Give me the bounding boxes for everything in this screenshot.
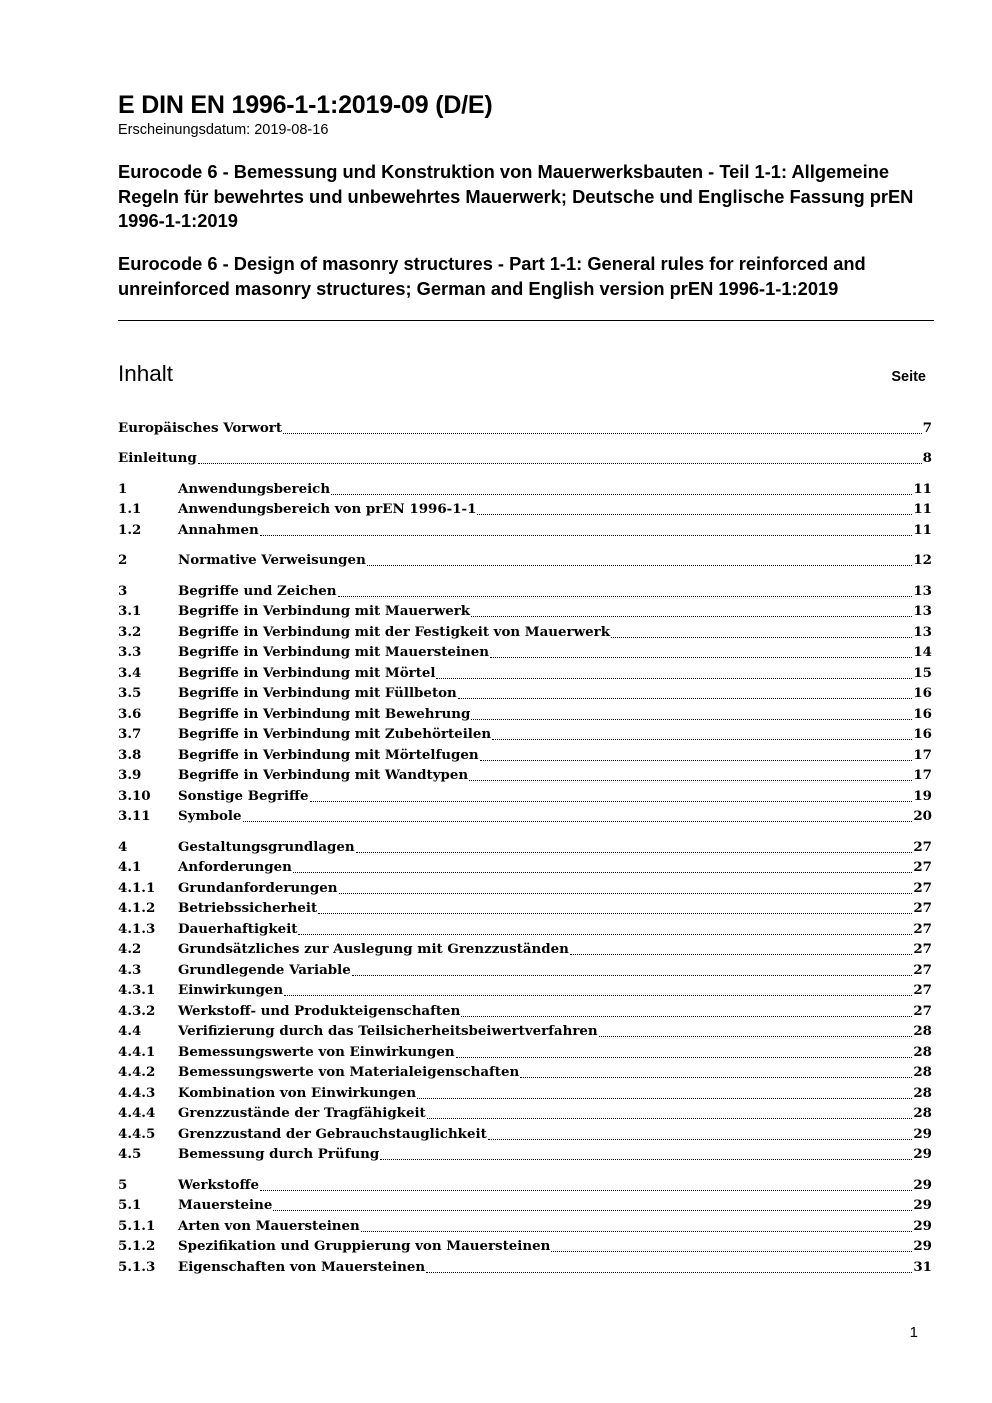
toc-entry[interactable] — [118, 745, 932, 765]
toc-dot-leader — [570, 953, 913, 955]
toc-dot-leader — [260, 1189, 912, 1191]
toc-entry-number: 3.11 — [118, 808, 151, 824]
publication-date: Erscheinungsdatum: 2019-08-16 — [118, 122, 329, 138]
toc-entry-page: 11 — [913, 481, 932, 497]
toc-dot-leader — [283, 432, 922, 434]
toc-entry[interactable] — [118, 765, 932, 785]
toc-entry-title: Europäisches Vorwort — [118, 420, 283, 436]
toc-entry-title: Begriffe in Verbindung mit Mauerwerk — [178, 603, 471, 619]
toc-entry-number: 3.6 — [118, 706, 142, 722]
toc-dot-leader — [260, 534, 913, 536]
toc-entry-page: 11 — [913, 522, 932, 538]
toc-entry-number: 4.1.1 — [118, 880, 156, 896]
toc-dot-leader — [520, 1076, 912, 1078]
toc-entry-page: 28 — [913, 1064, 932, 1080]
toc-entry-title: Einwirkungen — [178, 982, 284, 998]
toc-dot-leader — [356, 851, 913, 853]
toc-entry[interactable] — [118, 1144, 932, 1164]
toc-entry-page: 12 — [913, 552, 932, 568]
toc-entry-title: Gestaltungsgrundlagen — [178, 839, 355, 855]
toc-entry-page: 17 — [913, 767, 932, 783]
toc-entry-page: 29 — [913, 1218, 932, 1234]
toc-entry[interactable] — [118, 663, 932, 683]
toc-entry-number: 3.8 — [118, 747, 142, 763]
toc-entry-page: 27 — [913, 962, 932, 978]
toc-entry-title: Betriebssicherheit — [178, 900, 318, 916]
toc-entry[interactable] — [118, 1062, 932, 1082]
toc-entry-number: 5.1 — [118, 1197, 142, 1213]
toc-entry[interactable] — [118, 683, 932, 703]
toc-entry[interactable] — [118, 448, 932, 468]
toc-entry-title: Dauerhaftigkeit — [178, 921, 298, 937]
toc-entry-number: 4.4.3 — [118, 1085, 156, 1101]
toc-entry-title: Bemessungswerte von Materialeigenschaften — [178, 1064, 520, 1080]
toc-entry-number: 3.5 — [118, 685, 142, 701]
toc-entry[interactable] — [118, 786, 932, 806]
toc-dot-leader — [310, 800, 913, 802]
toc-entry-title: Arten von Mauersteinen — [178, 1218, 360, 1234]
toc-entry[interactable] — [118, 1175, 932, 1195]
toc-entry-title: Symbole — [178, 808, 242, 824]
toc-entry-number: 5.1.3 — [118, 1259, 156, 1275]
toc-entry[interactable] — [118, 1236, 932, 1256]
toc-entry-page: 29 — [913, 1146, 932, 1162]
toc-entry-page: 29 — [913, 1126, 932, 1142]
toc-dot-leader — [611, 636, 912, 638]
toc-entry-page: 28 — [913, 1085, 932, 1101]
toc-entry-title: Begriffe in Verbindung mit Zubehörteilen — [178, 726, 492, 742]
toc-dot-leader — [427, 1117, 913, 1119]
toc-entry-title: Bemessungswerte von Einwirkungen — [178, 1044, 455, 1060]
toc-entry[interactable] — [118, 1124, 932, 1144]
toc-entry-page: 27 — [913, 900, 932, 916]
toc-dot-leader — [461, 1015, 912, 1017]
toc-dot-leader — [426, 1271, 912, 1273]
toc-entry-title: Grundsätzliches zur Auslegung mit Grenzzuständen — [178, 941, 569, 957]
toc-entry[interactable] — [118, 479, 932, 499]
toc-entry-title: Normative Verweisungen — [178, 552, 366, 568]
toc-entry[interactable] — [118, 960, 932, 980]
toc-entry-title: Einleitung — [118, 450, 197, 466]
toc-entry-title: Werkstoffe — [178, 1177, 259, 1193]
toc-entry[interactable] — [118, 642, 932, 662]
toc-dot-leader — [458, 697, 913, 699]
toc-entry[interactable] — [118, 1216, 932, 1236]
toc-entry-page: 29 — [913, 1238, 932, 1254]
toc-entry-title: Begriffe in Verbindung mit Bewehrung — [178, 706, 471, 722]
toc-entry[interactable] — [118, 980, 932, 1000]
toc-entry[interactable] — [118, 857, 932, 877]
toc-dot-leader — [339, 892, 913, 894]
toc-entry-number: 3.10 — [118, 788, 151, 804]
toc-entry-page: 28 — [913, 1105, 932, 1121]
toc-entry[interactable] — [118, 1021, 932, 1041]
toc-entry-title: Begriffe und Zeichen — [178, 583, 337, 599]
toc-entry-title: Bemessung durch Prüfung — [178, 1146, 380, 1162]
toc-dot-leader — [293, 871, 912, 873]
toc-dot-leader — [477, 513, 912, 515]
toc-dot-leader — [471, 615, 912, 617]
toc-entry-title: Annahmen — [178, 522, 259, 538]
toc-entry-page: 8 — [922, 450, 932, 466]
toc-entry-number: 4.4.4 — [118, 1105, 156, 1121]
toc-entry-title: Mauersteine — [178, 1197, 273, 1213]
toc-entry[interactable] — [118, 837, 932, 857]
toc-entry[interactable] — [118, 704, 932, 724]
toc-dot-leader — [551, 1250, 912, 1252]
toc-entry[interactable] — [118, 622, 932, 642]
title-english: Eurocode 6 - Design of masonry structures - Part 1-1: General rules for reinforced and unreinforced masonry structures; German and English version prEN 1996-1-1:2019 — [118, 253, 866, 299]
toc-dot-leader — [318, 912, 912, 914]
toc-entry[interactable] — [118, 1257, 932, 1277]
toc-entry[interactable] — [118, 939, 932, 959]
toc-entry-page: 13 — [913, 624, 932, 640]
toc-entry-title: Anwendungsbereich — [178, 481, 331, 497]
toc-entry-number: 4.1.2 — [118, 900, 156, 916]
toc-dot-leader — [480, 759, 913, 761]
toc-entry-title: Begriffe in Verbindung mit Mörtel — [178, 665, 436, 681]
toc-dot-leader — [380, 1158, 912, 1160]
toc-entry-number: 4.3.1 — [118, 982, 156, 998]
toc-dot-leader — [198, 462, 922, 464]
toc-entry-number: 3.9 — [118, 767, 142, 783]
toc-dot-leader — [436, 677, 912, 679]
toc-entry-page: 27 — [913, 921, 932, 937]
toc-entry-number: 4.1 — [118, 859, 142, 875]
toc-entry-page: 27 — [913, 859, 932, 875]
toc-entry[interactable] — [118, 1042, 932, 1062]
toc-entry-page: 28 — [913, 1044, 932, 1060]
toc-dot-leader — [599, 1035, 913, 1037]
toc-entry-number: 5 — [118, 1177, 128, 1193]
toc-entry-title: Grundlegende Variable — [178, 962, 351, 978]
toc-entry-title: Verifizierung durch das Teilsicherheitsbeiwertverfahren — [178, 1023, 598, 1039]
toc-dot-leader — [417, 1097, 912, 1099]
page-number: 1 — [909, 1324, 918, 1341]
toc-entry-number: 2 — [118, 552, 128, 568]
toc-entry-title: Kombination von Einwirkungen — [178, 1085, 417, 1101]
toc-entry-number: 4.3.2 — [118, 1003, 156, 1019]
title-german: Eurocode 6 - Bemessung und Konstruktion von Mauerwerksbauten - Teil 1-1: Allgemeine Regeln für bewehrtes und unbewehrtes Mauerwerk; Deutsche und Englische Fassung prEN 1996-1-1:2019 — [118, 161, 914, 231]
toc-dot-leader — [361, 1230, 913, 1232]
toc-entry-page: 27 — [913, 839, 932, 855]
toc-dot-leader — [338, 595, 913, 597]
toc-entry-title: Begriffe in Verbindung mit Mörtelfugen — [178, 747, 479, 763]
toc-entry-number: 3.1 — [118, 603, 142, 619]
toc-dot-leader — [243, 820, 913, 822]
toc-entry-title: Grenzzustand der Gebrauchstauglichkeit — [178, 1126, 487, 1142]
toc-entry-number: 1.1 — [118, 501, 142, 517]
toc-entry-page: 27 — [913, 1003, 932, 1019]
toc-entry-number: 1.2 — [118, 522, 142, 538]
toc-entry-number: 5.1.2 — [118, 1238, 156, 1254]
toc-entry-number: 4.3 — [118, 962, 142, 978]
toc-entry-title: Grenzzustände der Tragfähigkeit — [178, 1105, 426, 1121]
toc-entry-page: 28 — [913, 1023, 932, 1039]
toc-entry-number: 4.4.5 — [118, 1126, 156, 1142]
toc-entry-page: 13 — [913, 603, 932, 619]
toc-entry[interactable] — [118, 878, 932, 898]
toc-dot-leader — [471, 718, 912, 720]
toc-entry-number: 3.3 — [118, 644, 142, 660]
toc-page-column-header: Seite — [891, 369, 926, 385]
toc-entry-title: Begriffe in Verbindung mit Mauersteinen — [178, 644, 490, 660]
toc-entry-page: 29 — [913, 1197, 932, 1213]
toc-entry-page: 17 — [913, 747, 932, 763]
toc-entry-title: Anwendungsbereich von prEN 1996-1-1 — [178, 501, 477, 517]
toc-entry-page: 19 — [913, 788, 932, 804]
toc-dot-leader — [331, 493, 912, 495]
toc-entry[interactable] — [118, 1001, 932, 1021]
toc-entry-title: Begriffe in Verbindung mit Wandtypen — [178, 767, 469, 783]
toc-dot-leader — [492, 738, 912, 740]
toc-entry-title: Spezifikation und Gruppierung von Mauersteinen — [178, 1238, 551, 1254]
toc-entry-number: 4.2 — [118, 941, 142, 957]
toc-entry-page: 14 — [913, 644, 932, 660]
toc-entry[interactable] — [118, 550, 932, 570]
document-title: E DIN EN 1996-1-1:2019-09 (D/E) — [118, 91, 493, 119]
toc-entry-page: 16 — [913, 706, 932, 722]
toc-entry-title: Eigenschaften von Mauersteinen — [178, 1259, 426, 1275]
toc-entry-page: 11 — [913, 501, 932, 517]
toc-entry-title: Grundanforderungen — [178, 880, 338, 896]
toc-entry[interactable] — [118, 581, 932, 601]
toc-entry[interactable] — [118, 418, 932, 438]
toc-entry-page: 20 — [913, 808, 932, 824]
toc-dot-leader — [456, 1056, 913, 1058]
toc-entry[interactable] — [118, 1103, 932, 1123]
toc-entry-title: Werkstoff- und Produkteigenschaften — [178, 1003, 461, 1019]
header-divider — [118, 320, 934, 321]
toc-entry-number: 3 — [118, 583, 128, 599]
toc-dot-leader — [488, 1138, 913, 1140]
toc-entry-page: 31 — [913, 1259, 932, 1275]
toc-entry-page: 15 — [913, 665, 932, 681]
toc-entry[interactable] — [118, 919, 932, 939]
toc-entry-number: 5.1.1 — [118, 1218, 156, 1234]
toc-entry[interactable] — [118, 724, 932, 744]
toc-entry[interactable] — [118, 499, 932, 519]
toc-entry-title: Anforderungen — [178, 859, 292, 875]
toc-entry-page: 7 — [922, 420, 932, 436]
toc-entry[interactable] — [118, 520, 932, 540]
toc-entry-number: 4 — [118, 839, 128, 855]
toc-entry-page: 13 — [913, 583, 932, 599]
toc-dot-leader — [273, 1209, 912, 1211]
toc-entry[interactable] — [118, 601, 932, 621]
toc-entry-number: 4.5 — [118, 1146, 142, 1162]
toc-entry-title: Sonstige Begriffe — [178, 788, 309, 804]
toc-entry[interactable] — [118, 1195, 932, 1215]
toc-entry-number: 4.4 — [118, 1023, 142, 1039]
toc-entry-number: 3.7 — [118, 726, 142, 742]
toc-entry-page: 16 — [913, 726, 932, 742]
toc-entry-number: 4.4.1 — [118, 1044, 156, 1060]
toc-entry-page: 16 — [913, 685, 932, 701]
toc-dot-leader — [490, 656, 912, 658]
toc-entry-page: 29 — [913, 1177, 932, 1193]
toc-entry-number: 4.1.3 — [118, 921, 156, 937]
toc-heading: Inhalt — [118, 361, 174, 386]
toc-entry[interactable] — [118, 1083, 932, 1103]
toc-entry-title: Begriffe in Verbindung mit Füllbeton — [178, 685, 457, 701]
toc-dot-leader — [298, 933, 912, 935]
toc-entry-number: 1 — [118, 481, 128, 497]
toc-entry-page: 27 — [913, 982, 932, 998]
toc-entry-title: Begriffe in Verbindung mit der Festigkeit von Mauerwerk — [178, 624, 610, 640]
toc-dot-leader — [284, 994, 912, 996]
toc-entry-number: 4.4.2 — [118, 1064, 156, 1080]
toc-dot-leader — [469, 779, 912, 781]
toc-entry-page: 27 — [913, 941, 932, 957]
toc-dot-leader — [367, 564, 913, 566]
toc-entry-number: 3.2 — [118, 624, 142, 640]
toc-dot-leader — [352, 974, 913, 976]
toc-entry[interactable] — [118, 806, 932, 826]
toc-entry-number: 3.4 — [118, 665, 142, 681]
toc-entry[interactable] — [118, 898, 932, 918]
toc-entry-page: 27 — [913, 880, 932, 896]
